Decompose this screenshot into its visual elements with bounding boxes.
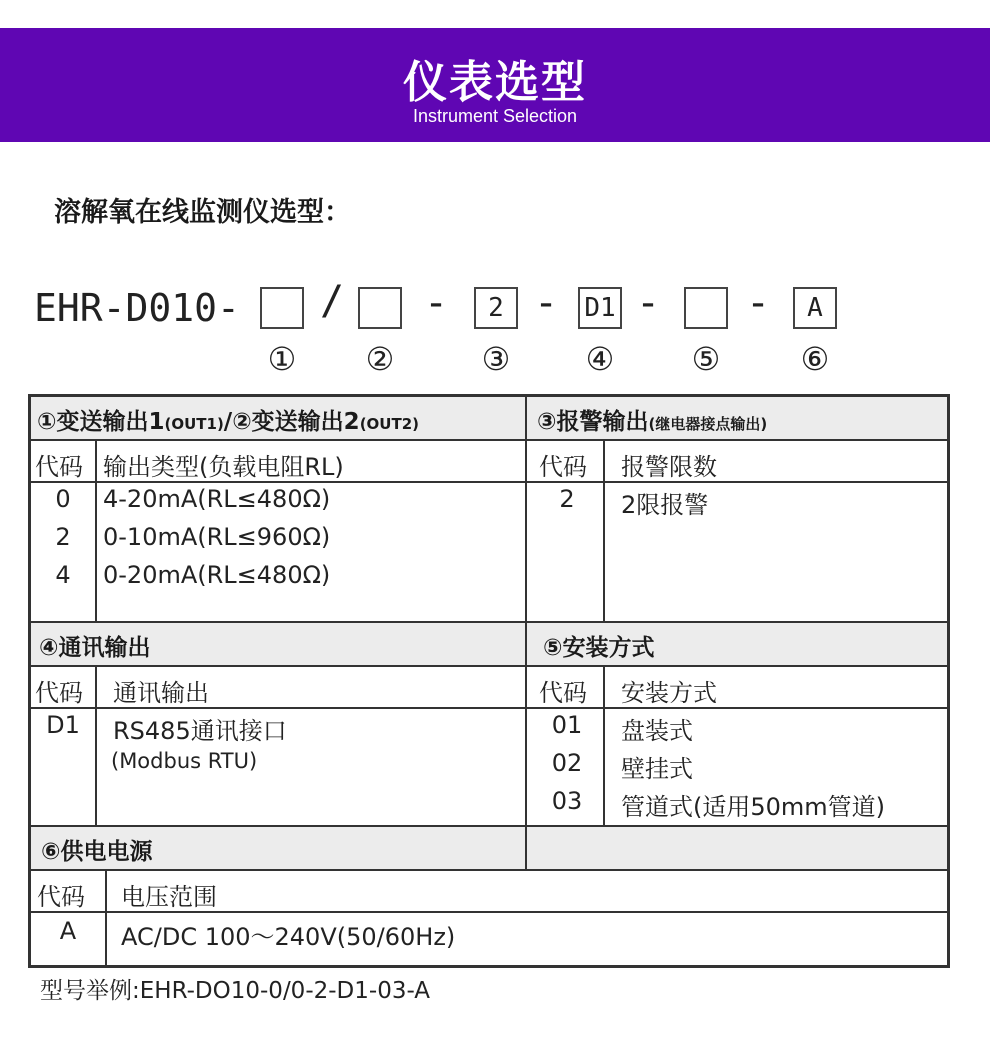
output-row-desc: 4-20mA(RL≤480Ω) (103, 485, 331, 513)
code-separator-5: - (746, 280, 771, 326)
comm-col-code: 代码 (35, 679, 83, 707)
section-alarm-title: ③报警输出(继电器接点输出) (537, 409, 768, 435)
banner-subtitle: Instrument Selection (412, 106, 578, 126)
output-row-code: 0 (55, 485, 71, 513)
alarm-col-desc: 报警限数 (621, 453, 717, 481)
comm-row-desc: RS485通讯接口 (113, 717, 287, 745)
code-box-2 (358, 287, 402, 329)
mount-col-code: 代码 (539, 679, 587, 707)
mount-row-desc: 管道式(适用50mm管道) (621, 793, 886, 821)
power-col-code: 代码 (37, 883, 85, 911)
output-row-desc: 0-10mA(RL≤960Ω) (103, 523, 331, 551)
output-col-code: 代码 (35, 453, 83, 481)
code-separator-1: / (320, 278, 345, 324)
mount-row-desc: 壁挂式 (621, 755, 693, 783)
page-heading: 溶解氧在线监测仪选型： (54, 197, 351, 228)
output-row-desc: 0-20mA(RL≤480Ω) (103, 561, 331, 589)
code-separator-4: - (636, 280, 661, 326)
alarm-row-code: 2 (559, 485, 575, 513)
banner-title: 仪表选型 (403, 57, 587, 108)
code-box-6: A (793, 287, 837, 329)
mount-row-code: 02 (551, 749, 583, 777)
section-mount-title: ⑤安装方式 (543, 635, 655, 661)
code-number-6: ⑥ (800, 340, 830, 378)
mount-row-code: 03 (551, 787, 583, 815)
code-separator-2: - (424, 280, 449, 326)
selection-table (28, 394, 950, 968)
header-banner (0, 28, 990, 142)
code-separator-3: - (534, 280, 559, 326)
comm-row-protocol: (Modbus RTU) (111, 749, 258, 773)
section-power-title: ⑥供电电源 (41, 839, 153, 865)
output-row-code: 4 (55, 561, 71, 589)
code-number-1: ① (267, 340, 297, 378)
power-col-desc: 电压范围 (121, 883, 217, 911)
power-row-code: A (59, 917, 77, 945)
mount-row-desc: 盘装式 (621, 717, 693, 745)
code-prefix: EHR-D010- (34, 286, 240, 330)
alarm-row-desc: 2限报警 (621, 491, 709, 519)
code-number-3: ③ (481, 340, 511, 378)
model-example: 型号举例:EHR-DO10-0/0-2-D1-03-A (40, 978, 430, 1004)
code-box-1 (260, 287, 304, 329)
alarm-col-code: 代码 (539, 453, 587, 481)
comm-col-desc: 通讯输出 (113, 679, 209, 707)
comm-row-code: D1 (46, 711, 80, 739)
section-output-title: ①变送输出1(OUT1)/②变送输出2(OUT2) (37, 409, 419, 435)
code-number-4: ④ (585, 340, 615, 378)
section-comm-title: ④通讯输出 (39, 635, 151, 661)
output-col-desc: 输出类型(负载电阻RL) (103, 453, 344, 481)
mount-col-desc: 安装方式 (621, 679, 717, 707)
mount-row-code: 01 (551, 711, 583, 739)
code-box-4: D1 (578, 287, 622, 329)
code-box-5 (684, 287, 728, 329)
code-number-5: ⑤ (691, 340, 721, 378)
code-number-2: ② (365, 340, 395, 378)
power-row-desc: AC/DC 100～240V(50/60Hz) (121, 923, 456, 951)
output-row-code: 2 (55, 523, 71, 551)
code-box-3: 2 (474, 287, 518, 329)
